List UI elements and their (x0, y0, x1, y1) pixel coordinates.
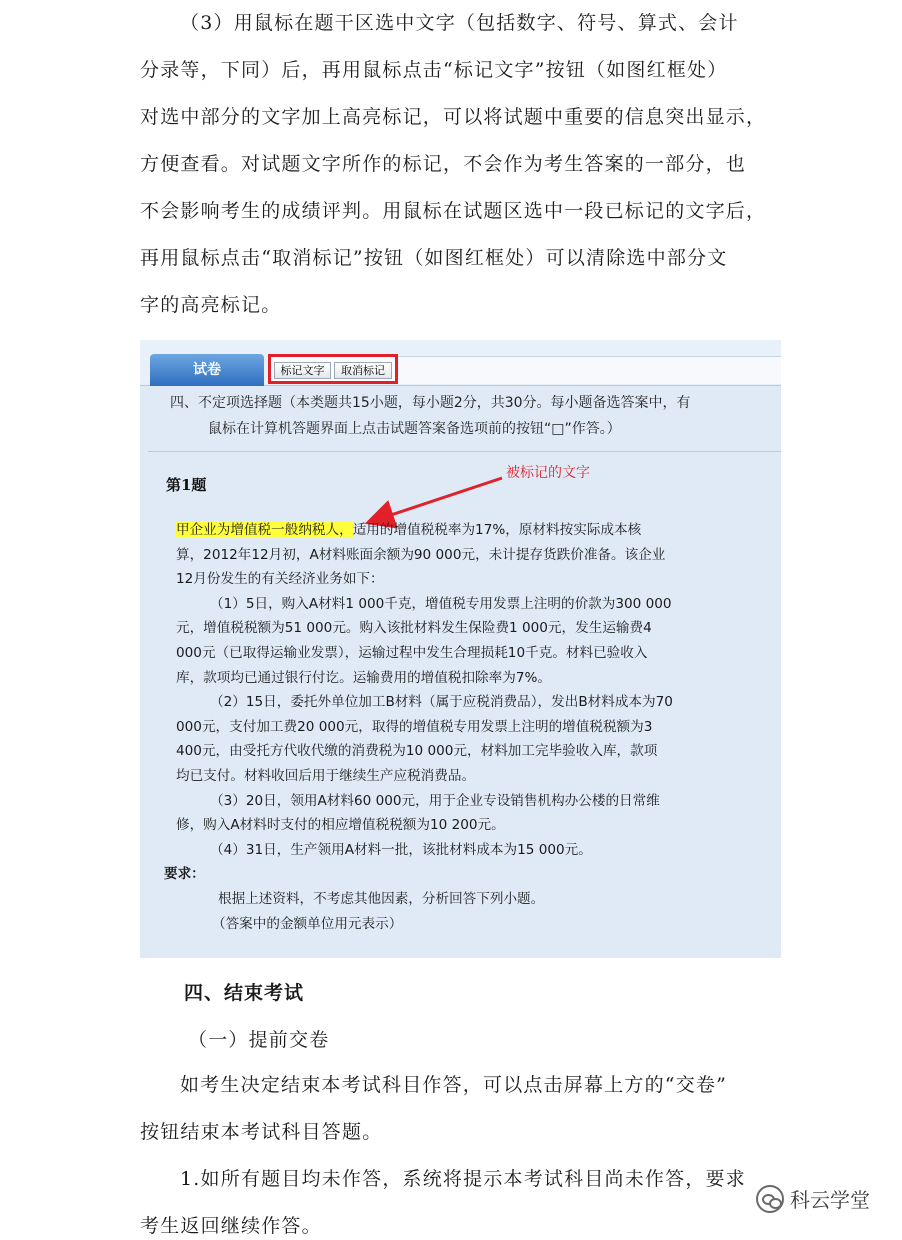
requirement-line: （答案中的金额单位用元表示） (212, 915, 403, 932)
highlighted-text[interactable]: 甲企业为增值税一般纳税人， (176, 522, 353, 538)
mark-text-button[interactable]: 标记文字 (274, 362, 331, 379)
annotation-label: 被标记的文字 (506, 465, 590, 481)
question-line: （3）20日，领用A材料60 000元，用于企业专设销售机构办公楼的日常维 (210, 792, 660, 809)
question-line: 修，购入A材料时支付的相应增值税税额为10 200元。 (176, 817, 505, 834)
unmark-text-button[interactable]: 取消标记 (334, 362, 392, 379)
question-line: （2）15日，委托外单位加工B材料（属于应税消费品），发出B材料成本为70 (210, 694, 673, 711)
question-line: 库，款项均已通过银行付讫。运输费用的增值税扣除率为7%。 (176, 669, 552, 686)
watermark-text: 科云学堂 (790, 1188, 870, 1212)
section-line: 1.如所有题目均未作答，系统将提示本考试科目尚未作答，要求 (180, 1168, 746, 1190)
question-line: 000元（已取得运输业发票），运输过程中发生合理损耗10千克。材料已验收入 (176, 644, 648, 661)
intro-line: 对选中部分的文字加上高亮标记，可以将试题中重要的信息突出显示， (140, 106, 767, 128)
question-line: 000元，支付加工费20 000元，取得的增值税专用发票上注明的增值税税额为3 (176, 718, 653, 735)
question-line: 元，增值税税额为51 000元。购入该批材料发生保险费1 000元，发生运输费4 (176, 620, 652, 637)
question-line: （1）5日，购入A材料1 000千克，增值税专用发票上注明的价款为300 000 (210, 595, 672, 612)
question-line: 甲企业为增值税一般纳税人，适用的增值税税率为17%，原材料按实际成本核 (176, 522, 642, 538)
section-line: 如考生决定结束本考试科目作答，可以点击屏幕上方的“交卷” (180, 1074, 728, 1096)
wechat-icon (756, 1185, 784, 1213)
intro-line: 分录等，下同）后，再用鼠标点击“标记文字”按钮（如图红框处） (140, 59, 728, 81)
intro-paragraph (140, 0, 790, 329)
watermark (756, 1184, 870, 1213)
requirement-label: 要求： (164, 866, 205, 883)
intro-line: 字的高亮标记。 (140, 294, 282, 316)
question-body (164, 518, 776, 936)
question-line: 400元，由受托方代收代缴的消费税为10 000元，材料加工完毕验收入库，款项 (176, 743, 658, 760)
question-line: 算，2012年12月初，A材料账面余额为90 000元，未计提存货跌价准备。该企业 (176, 546, 666, 563)
section-header-line: 鼠标在计算机答题界面上点击试题答案备选项前的按钮“□”作答。） (208, 421, 621, 437)
question-line: 12月份发生的有关经济业务如下： (176, 571, 384, 588)
intro-line: 不会影响考生的成绩评判。用鼠标在试题区选中一段已标记的文字后， (140, 200, 767, 222)
intro-line: 方便查看。对试题文字所作的标记，不会作为考生答案的一部分，也 (140, 153, 747, 175)
section-header-line: 四、不定项选择题（本类题共15小题，每小题2分，共30分。每小题备选答案中，有 (170, 395, 691, 411)
intro-line: （3）用鼠标在题干区选中文字（包括数字、符号、算式、会计 (180, 12, 739, 34)
question-line: 均已支付。材料收回后用于继续生产应税消费品。 (176, 767, 476, 784)
question-line: （4）31日，生产领用A材料一批，该批材料成本为15 000元。 (210, 841, 592, 858)
exam-screenshot (140, 340, 781, 958)
requirement-line: 根据上述资料，不考虑其他因素，分析回答下列小题。 (218, 890, 545, 907)
tab-exam-paper[interactable]: 试卷 (150, 354, 264, 386)
section-paragraph (140, 1062, 790, 1240)
intro-line: 再用鼠标点击“取消标记”按钮（如图红框处）可以清除选中部分文 (140, 247, 728, 269)
section-line: 考生返回继续作答。 (140, 1215, 322, 1237)
section-line: 按钮结束本考试科目答题。 (140, 1121, 383, 1143)
section-title: 四、结束考试 (184, 982, 305, 1004)
question-title: 第1题 (166, 476, 207, 494)
section-subtitle: （一）提前交卷 (188, 1029, 330, 1051)
